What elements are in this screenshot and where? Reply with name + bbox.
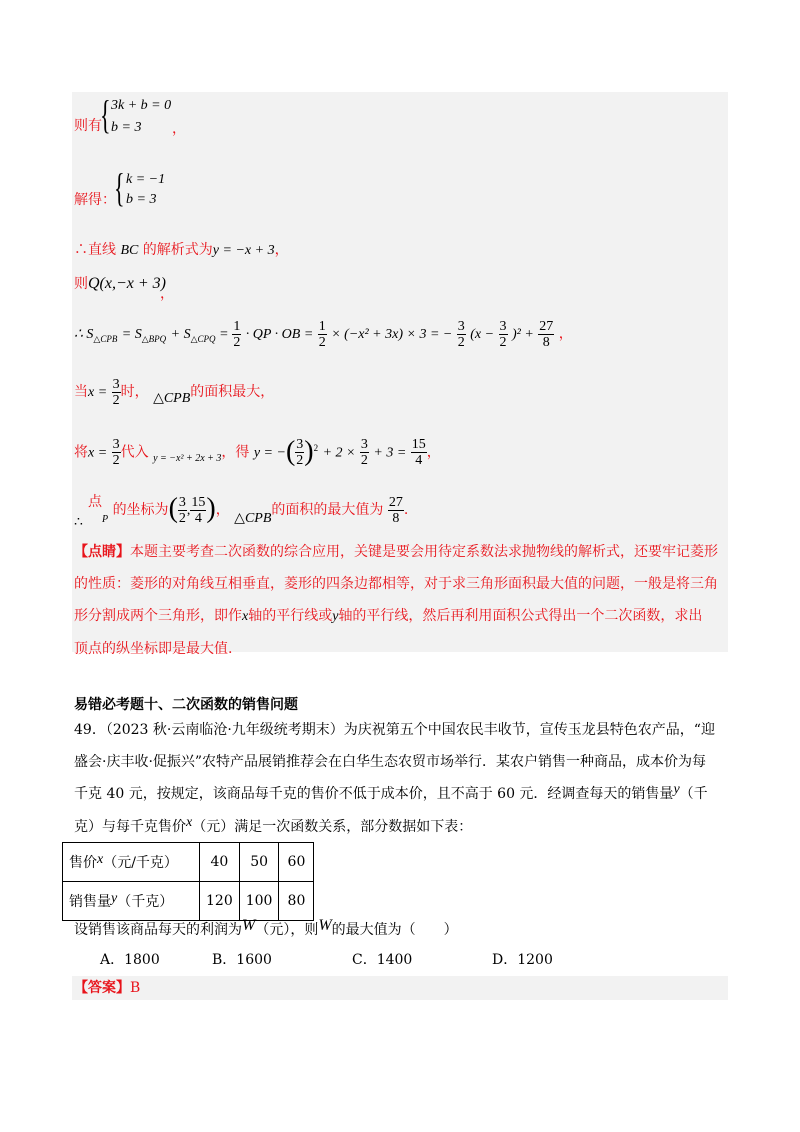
area-qp: · QP · OB = bbox=[245, 327, 314, 342]
q-point: Q(x,−x + 3) bbox=[88, 275, 167, 292]
then-label: 则 bbox=[74, 276, 88, 292]
fraction-three-halves-4: $\frac{3}{2}$ bbox=[112, 437, 120, 469]
fraction-15-4-2: $\frac{15}{4}$ bbox=[191, 494, 206, 526]
area-lhs: ∴ S bbox=[74, 327, 94, 342]
when-x: x = bbox=[88, 385, 108, 400]
fraction-three-halves-1: $\frac{3}{2}$ bbox=[457, 318, 465, 350]
area-eq2: = bbox=[219, 327, 228, 342]
table-cell: 60 bbox=[279, 843, 314, 882]
option-b[interactable]: B．1600 bbox=[212, 952, 272, 968]
therefore-symbol-2: ∴ bbox=[74, 514, 83, 530]
triangle-cpb-2: △CPB bbox=[234, 511, 272, 526]
table-cell: 50 bbox=[239, 843, 279, 882]
when-line bbox=[74, 374, 274, 411]
system1-eq2: b = 3 bbox=[111, 120, 142, 135]
point-text: 点 bbox=[88, 494, 102, 510]
problem-text bbox=[74, 714, 730, 844]
substitute-func: y = −x² + 2x + 3 bbox=[153, 452, 222, 464]
get-label: ，得 bbox=[221, 444, 250, 461]
y-expr2: + 2 × bbox=[322, 445, 356, 461]
area-comma: ， bbox=[558, 326, 573, 342]
max-area-text: 的面积最大， bbox=[190, 384, 275, 400]
table-row bbox=[63, 843, 314, 882]
problem-line-4: 克）与每千克售价x（元）满足一次函数关系，部分数据如下表： bbox=[74, 815, 473, 835]
coord-comma: ， bbox=[215, 502, 230, 518]
table-cell: 100 bbox=[239, 882, 279, 921]
fraction-three-halves-6: $\frac{3}{2}$ bbox=[360, 437, 368, 469]
line-bc-eq: y = −x + 3 bbox=[212, 243, 275, 258]
fraction-three-halves-2: $\frac{3}{2}$ bbox=[499, 318, 507, 350]
price-sales-table bbox=[62, 842, 314, 921]
fraction-three-halves-7: $\frac{3}{2}$ bbox=[178, 494, 186, 526]
area-expression bbox=[74, 316, 573, 357]
fraction-15-4: $\frac{15}{4}$ bbox=[411, 437, 426, 469]
line-bc-comma: ， bbox=[274, 242, 289, 258]
solve-label: 解得： bbox=[74, 192, 116, 208]
comment-line-2: 的性质：菱形的对角线互相垂直，菱形的四条边都相等，对于求三角形面积最大值的问题，一般是将三角 bbox=[74, 576, 718, 592]
table-cell: 120 bbox=[200, 882, 240, 921]
area-max-text: 的面积的最大值为 bbox=[271, 502, 384, 518]
comment-line-3: 形分割成两个三角形，即作x轴的平行线或y轴的平行线，然后再利用面积公式得出一个二次函数，求出 bbox=[74, 608, 703, 624]
system1-eq1: 3k + b = 0 bbox=[111, 98, 172, 113]
substitute-comma: ， bbox=[426, 444, 441, 461]
then-has-label: 则有 bbox=[74, 118, 102, 134]
answer-block bbox=[72, 976, 728, 1000]
fraction-27-8: $\frac{27}{8}$ bbox=[539, 318, 554, 350]
problem-line-1: 49．（2023 秋·云南临沧·九年级统考期末）为庆祝第五个中国农民丰收节，宣传玉龙县特色农产品，“迎 bbox=[74, 722, 715, 738]
area-sub-cpb: △CPB bbox=[93, 333, 118, 344]
substitute-line: 将x = $\frac{3}{2}$ 代入 $_{y = -x^2 + 2x + 3}$，得 y = −( $\frac{3}{2}$ )$^2$ + 2 × $\frac{3}{2}$ + 3 = $\frac{15}{4}$ ， bbox=[74, 435, 441, 469]
line-bc-text2: 的解析式为 bbox=[142, 242, 213, 258]
area-expr3: )² + bbox=[511, 327, 534, 342]
option-d[interactable]: D．1200 bbox=[492, 952, 553, 968]
table-header-price: 售价x（元/千克） bbox=[63, 843, 200, 882]
fraction-three-halves-5: $\frac{3}{2}$ bbox=[296, 437, 304, 469]
fraction-27-8-2: $\frac{27}{8}$ bbox=[388, 494, 403, 526]
q-point-line bbox=[74, 274, 166, 294]
answer-line bbox=[74, 978, 140, 998]
table-header-sales: 销售量y（千克） bbox=[63, 882, 200, 921]
y-expr: y = − bbox=[253, 445, 286, 461]
point-p-line: 点$_P$ 的坐标为( $\frac{3}{2}$ , $\frac{15}{4}$ )， △CPB的面积的最大值为 $\frac{27}{8}$ . bbox=[88, 493, 409, 526]
option-a[interactable]: A．1800 bbox=[100, 952, 160, 968]
question-line: 设销售该商品每天的利润为W（元），则W的最大值为（ ） bbox=[74, 917, 458, 938]
system-brace-2: { bbox=[114, 165, 125, 210]
substitute-label: 将 bbox=[74, 444, 88, 461]
answer-value: B bbox=[130, 980, 141, 996]
problem-line-2: 盛会·庆丰收·促振兴”农特产品展销推荐会在白华生态农贸市场举行．某农户销售一种商品，成本价为每 bbox=[74, 754, 707, 770]
area-eq: = S bbox=[121, 327, 142, 342]
option-c[interactable]: C．1400 bbox=[352, 952, 413, 968]
line-bc-text: 直线 bbox=[88, 242, 116, 258]
area-mid: + S bbox=[170, 327, 191, 342]
system-brace-1: { bbox=[100, 92, 111, 137]
bc-var: BC bbox=[120, 243, 139, 258]
substitute-x: x = bbox=[88, 445, 108, 461]
coord-text: 的坐标为 bbox=[112, 502, 169, 518]
table-cell: 40 bbox=[200, 843, 240, 882]
line-bc-statement bbox=[74, 240, 289, 261]
area-sub-cpq: △CPQ bbox=[190, 333, 216, 344]
fraction-half-2: $\frac{1}{2}$ bbox=[318, 318, 326, 350]
substitute-in: 代入 bbox=[120, 444, 149, 461]
system2-eq2: b = 3 bbox=[126, 192, 157, 207]
problem-number: 49． bbox=[74, 722, 106, 738]
point-p: P bbox=[102, 514, 109, 525]
table-row bbox=[63, 882, 314, 921]
comment-block bbox=[74, 536, 726, 665]
system2-eq1: k = −1 bbox=[126, 172, 166, 187]
answer-tag: 【答案】 bbox=[74, 980, 130, 996]
area-expr2: (x − bbox=[470, 327, 495, 342]
fraction-three-halves-3: $\frac{3}{2}$ bbox=[112, 376, 120, 408]
comment-line-4: 顶点的纵坐标即是最大值. bbox=[74, 641, 233, 657]
final-period: . bbox=[403, 502, 409, 518]
triangle-cpb: △CPB bbox=[153, 391, 191, 406]
table-cell: 80 bbox=[279, 882, 314, 921]
therefore-symbol: ∴ bbox=[74, 242, 88, 258]
area-sub-bpq: △BPQ bbox=[141, 333, 167, 344]
problem-line-3: 千克 40 元，按规定，该商品每千克的售价不低于成本价，且不高于 60 元．经调查每天的销售量y（千 bbox=[74, 782, 708, 802]
system1-comma: ， bbox=[172, 122, 186, 137]
y-expr3: + 3 = bbox=[373, 445, 407, 461]
comment-tag: 【点睛】 bbox=[74, 544, 130, 560]
comment-line-1: 【点睛】本题主要考查二次函数的综合应用，关键是要会用待定系数法求抛物线的解析式，还要牢记菱形 bbox=[74, 544, 718, 560]
when-time: 时， bbox=[120, 384, 149, 400]
fraction-half-1: $\frac{1}{2}$ bbox=[233, 318, 241, 350]
area-expr: × (−x² + 3x) × 3 = − bbox=[331, 327, 453, 342]
section-title: 易错必考题十、二次函数的销售问题 bbox=[74, 697, 298, 713]
q-point-comma: ， bbox=[160, 286, 174, 302]
when-label: 当 bbox=[74, 384, 88, 400]
